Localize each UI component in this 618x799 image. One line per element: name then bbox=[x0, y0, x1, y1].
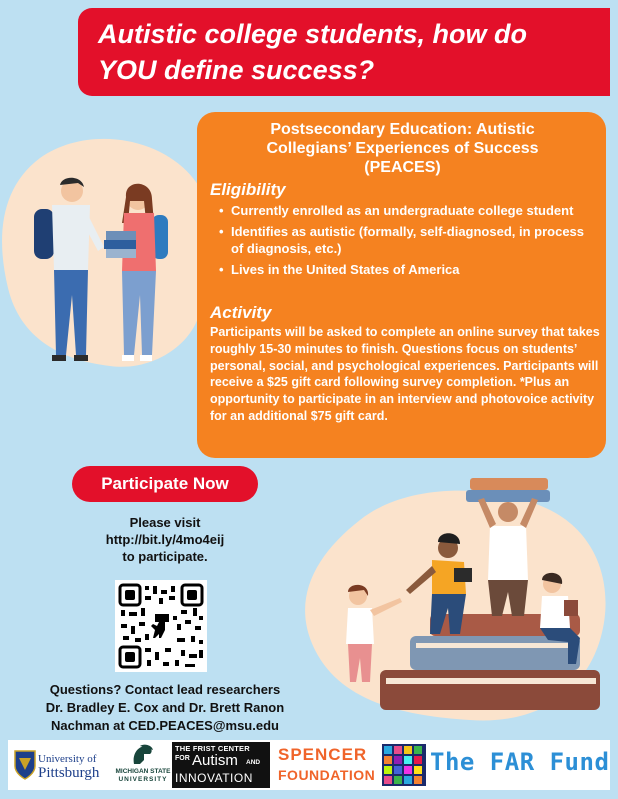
activity-description: Participants will be asked to complete an online survey that takes roughly 15-30 minutes to finish. Questions focus on students’ personal, social, and psychological experiences. Participants will receive a $25 gift card following survey completion. *Plus an opportunity to participate in an interview and photovoice activity for an additional $75 gift card. bbox=[210, 325, 600, 423]
eligibility-item: • Lives in the United States of America bbox=[213, 261, 598, 278]
participate-now-button[interactable]: Participate Now bbox=[72, 466, 258, 502]
visit-instructions bbox=[60, 514, 270, 565]
books-illustration bbox=[320, 468, 610, 730]
spartan-helmet-icon bbox=[130, 744, 154, 766]
qr-code-icon[interactable] bbox=[115, 580, 207, 672]
logo-spencer bbox=[278, 745, 375, 785]
study-name bbox=[205, 120, 600, 177]
visit-line-3: to participate. bbox=[122, 549, 208, 564]
students-illustration bbox=[20, 175, 180, 370]
contact-line-1: Questions? Contact lead researchers bbox=[49, 682, 281, 697]
logo-far-fund: The FAR Fund bbox=[430, 748, 610, 776]
eligibility-list bbox=[213, 202, 598, 282]
contact-line-2: Dr. Bradley E. Cox and Dr. Brett Ranon bbox=[45, 700, 285, 715]
frist-line-1: THE FRIST CENTER bbox=[175, 744, 250, 753]
spencer-line-2: FOUNDATION bbox=[278, 767, 376, 783]
far-fund-mosaic-icon bbox=[382, 744, 426, 786]
title-line-1: Autistic college students, how do bbox=[98, 19, 528, 49]
eligibility-item: • Identifies as autistic (formally, self-diagnosed, in process of diagnosis, etc.) bbox=[213, 223, 598, 257]
contact-line-3: Nachman at CED.PEACES@msu.edu bbox=[51, 718, 279, 733]
pitt-line-2: Pittsburgh bbox=[38, 765, 100, 781]
study-name-line-3: (PEACES) bbox=[364, 159, 441, 176]
logo-frist-center bbox=[172, 742, 270, 788]
spencer-line-1: SPENCER bbox=[278, 745, 368, 764]
frist-autism: Autism bbox=[192, 752, 238, 769]
frist-for: FOR bbox=[175, 755, 190, 762]
page-title bbox=[98, 16, 598, 88]
activity-heading: Activity bbox=[210, 303, 272, 322]
eligibility-heading: Eligibility bbox=[210, 180, 286, 199]
eligibility-item: • Currently enrolled as an undergraduate college student bbox=[213, 202, 598, 219]
logo-msu bbox=[108, 768, 178, 784]
study-name-line-1: Postsecondary Education: Autistic bbox=[270, 121, 535, 138]
survey-link[interactable]: http://bit.ly/4mo4eij bbox=[105, 532, 225, 547]
pitt-line-1: University of bbox=[38, 753, 97, 765]
visit-line-1: Please visit bbox=[129, 515, 201, 530]
frist-innovation: INNOVATION bbox=[175, 771, 253, 785]
contact-info bbox=[12, 681, 318, 735]
frist-and: AND bbox=[246, 759, 261, 766]
pitt-shield-icon bbox=[14, 750, 36, 780]
logo-pitt bbox=[38, 752, 99, 780]
msu-line-2: UNIVERSITY bbox=[118, 776, 168, 783]
study-name-line-2: Collegians’ Experiences of Success bbox=[266, 140, 539, 157]
title-line-2: YOU define success? bbox=[98, 55, 375, 85]
msu-line-1: MICHIGAN STATE bbox=[115, 768, 171, 775]
